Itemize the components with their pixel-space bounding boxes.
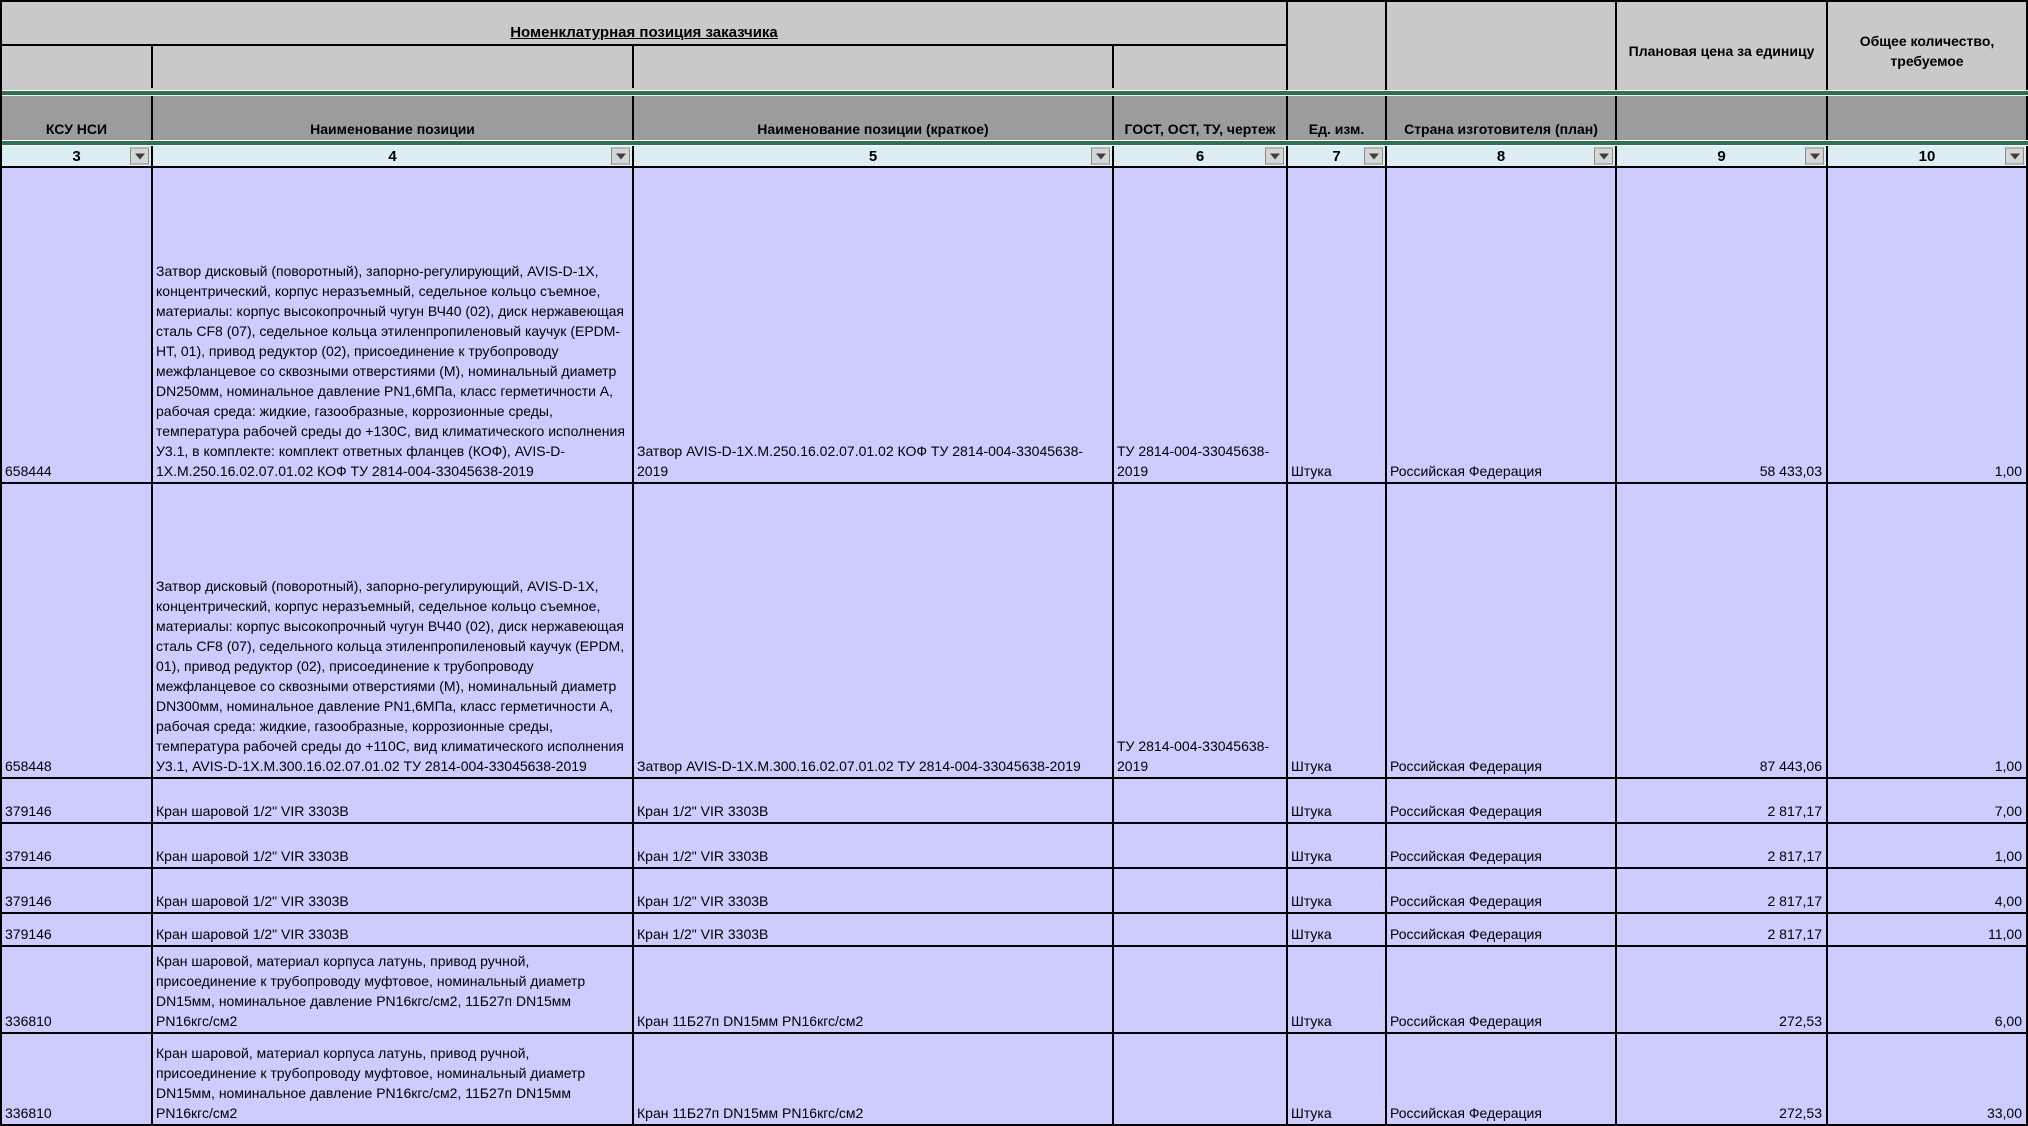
cell-name[interactable]: Кран шаровой 1/2" VIR 3303В <box>153 869 634 912</box>
column-number: 7 <box>1332 147 1341 165</box>
cell-gost[interactable] <box>1114 947 1288 1032</box>
filter-cell-9[interactable] <box>1617 146 1828 166</box>
empty-subheader-row <box>2 46 1286 88</box>
cell-quantity[interactable]: 11,00 <box>1828 914 2028 945</box>
cell-unit[interactable]: Штука <box>1288 168 1387 482</box>
cell-quantity[interactable]: 7,00 <box>1828 779 2028 822</box>
cell-country[interactable]: Российская Федерация <box>1387 914 1617 945</box>
column-number: 6 <box>1195 147 1205 165</box>
dropdown-arrow-icon <box>1369 153 1379 159</box>
cell-price[interactable]: 2 817,17 <box>1617 779 1828 822</box>
empty-cell[interactable] <box>1288 2 1387 90</box>
cell-ksu[interactable]: 658444 <box>2 168 153 482</box>
total-quantity-header[interactable]: Общее количество, требуемое <box>1828 2 2028 90</box>
dropdown-arrow-icon <box>1810 153 1820 159</box>
merged-title-block <box>2 2 1288 90</box>
column-header-price[interactable] <box>1617 96 1828 140</box>
filter-cell-5[interactable] <box>634 146 1114 166</box>
cell-name[interactable]: Затвор дисковый (поворотный), запорно-регулирующий, AVIS-D-1X, концентрический, корпус неразъемный, седельное кольцо съемное, материалы: корпус высокопрочный чугун ВЧ40 (02), диск нержавеющая сталь CF8 (07), седельного кольца этиленпропиленовый каучук (EPDM, 01), привод редуктор (02), присоединение к трубопроводу межфланцевое со сквозными отверстиями (М), номинальный диаметр DN300мм, номинальное давление PN1,6МПа, класс герметичности А, рабочая среда: жидкие, газообразные, коррозионные среды, температура рабочей среды до +110С, вид климатического исполнения У3.1, AVIS-D-1X.M.300.16.02.07.01.02 ТУ 2814-004-33045638-2019 <box>153 484 634 777</box>
cell-price[interactable]: 2 817,17 <box>1617 824 1828 867</box>
column-header-row <box>2 96 2028 140</box>
dropdown-arrow-icon <box>616 153 626 159</box>
top-header-area <box>2 2 2028 90</box>
cell-country[interactable]: Российская Федерация <box>1387 947 1617 1032</box>
cell-name[interactable]: Затвор дисковый (поворотный), запорно-регулирующий, AVIS-D-1X, концентрический, корпус неразъемный, седельное кольцо съемное, материалы: корпус высокопрочный чугун ВЧ40 (02), диск нержавеющая сталь CF8 (07), седельное кольца этиленпропиленовый каучук (EPDM-HT, 01), привод редуктор (02), присоединение к трубопроводу межфланцевое со сквозными отверстиями (М), номинальный диаметр DN250мм, номинальное давление PN1,6МПа, класс герметичности А, рабочая среда: жидкие, газообразные, коррозионные среды, температура рабочей среды до +130С, вид климатического исполнения У3.1, в комплекте: комплект ответных фланцев (КОФ), AVIS-D-1X.M.250.16.02.07.01.02 КОФ ТУ 2814-004-33045638-2019 <box>153 168 634 482</box>
table-row <box>2 947 2028 1034</box>
cell-name[interactable]: Кран шаровой, материал корпуса латунь, привод ручной, присоединение к трубопроводу муфтовое, номинальный диаметр DN15мм, номинальное давление PN16кгс/см2, 11Б27п DN15мм PN16кгс/см2 <box>153 1034 634 1124</box>
cell-price[interactable]: 272,53 <box>1617 1034 1828 1124</box>
filter-cell-7[interactable] <box>1288 146 1387 166</box>
cell-short-name[interactable]: Кран 11Б27п DN15мм PN16кгс/см2 <box>634 947 1114 1032</box>
dropdown-arrow-icon <box>1599 153 1609 159</box>
cell-short-name[interactable]: Кран 1/2" VIR 3303В <box>634 869 1114 912</box>
column-header-gost[interactable]: ГОСТ, ОСТ, ТУ, чертеж <box>1114 96 1288 140</box>
table-row <box>2 1034 2028 1126</box>
cell-short-name[interactable]: Кран 11Б27п DN15мм PN16кгс/см2 <box>634 1034 1114 1124</box>
filter-cell-4[interactable] <box>153 146 634 166</box>
cell-quantity[interactable]: 1,00 <box>1828 168 2028 482</box>
empty-cell[interactable] <box>634 46 1114 88</box>
cell-gost[interactable] <box>1114 869 1288 912</box>
customer-nomenclature-title: Номенклатурная позиция заказчика <box>510 24 778 41</box>
column-header-country[interactable]: Страна изготовителя (план) <box>1387 96 1617 140</box>
dropdown-arrow-icon <box>2010 153 2020 159</box>
column-header-name[interactable]: Наименование позиции <box>153 96 634 140</box>
autofilter-row <box>2 146 2028 168</box>
cell-quantity[interactable]: 1,00 <box>1828 484 2028 777</box>
column-header-ksu-nsi[interactable]: КСУ НСИ <box>2 96 153 140</box>
cell-ksu[interactable]: 379146 <box>2 914 153 945</box>
filter-dropdown-button[interactable] <box>611 148 630 165</box>
column-number: 5 <box>868 147 878 165</box>
cell-price[interactable]: 58 433,03 <box>1617 168 1828 482</box>
cell-unit[interactable]: Штука <box>1288 914 1387 945</box>
column-number: 3 <box>72 147 81 165</box>
cell-quantity[interactable]: 1,00 <box>1828 824 2028 867</box>
cell-short-name[interactable]: Кран 1/2" VIR 3303В <box>634 914 1114 945</box>
column-number: 9 <box>1717 147 1726 165</box>
cell-country[interactable]: Российская Федерация <box>1387 869 1617 912</box>
column-number: 4 <box>388 147 397 165</box>
cell-country[interactable]: Российская Федерация <box>1387 484 1617 777</box>
filter-cell-10[interactable] <box>1828 146 2028 166</box>
cell-unit[interactable]: Штука <box>1288 869 1387 912</box>
cell-name[interactable]: Кран шаровой 1/2" VIR 3303В <box>153 914 634 945</box>
cell-country[interactable]: Российская Федерация <box>1387 1034 1617 1124</box>
customer-nomenclature-title-cell[interactable] <box>2 2 1286 46</box>
cell-ksu[interactable]: 336810 <box>2 947 153 1032</box>
cell-quantity[interactable]: 33,00 <box>1828 1034 2028 1124</box>
filter-dropdown-button[interactable] <box>1594 148 1613 165</box>
cell-unit[interactable]: Штука <box>1288 1034 1387 1124</box>
price-per-unit-header[interactable]: Плановая цена за единицу <box>1617 2 1828 90</box>
table-row <box>2 484 2028 779</box>
column-number: 10 <box>1918 147 1936 165</box>
cell-gost[interactable] <box>1114 1034 1288 1124</box>
cell-country[interactable]: Российская Федерация <box>1387 168 1617 482</box>
cell-gost[interactable] <box>1114 779 1288 822</box>
filter-cell-3[interactable] <box>2 146 153 166</box>
cell-gost[interactable]: ТУ 2814-004-33045638-2019 <box>1114 484 1288 777</box>
cell-gost[interactable] <box>1114 824 1288 867</box>
filter-dropdown-button[interactable] <box>1091 148 1110 165</box>
cell-price[interactable]: 87 443,06 <box>1617 484 1828 777</box>
filter-cell-8[interactable] <box>1387 146 1617 166</box>
cell-name[interactable]: Кран шаровой 1/2" VIR 3303В <box>153 824 634 867</box>
cell-unit[interactable]: Штука <box>1288 779 1387 822</box>
cell-ksu[interactable]: 336810 <box>2 1034 153 1124</box>
cell-short-name[interactable]: Затвор AVIS-D-1X.M.250.16.02.07.01.02 КОФ ТУ 2814-004-33045638-2019 <box>634 168 1114 482</box>
cell-quantity[interactable]: 6,00 <box>1828 947 2028 1032</box>
cell-price[interactable]: 2 817,17 <box>1617 914 1828 945</box>
dropdown-arrow-icon <box>1270 153 1280 159</box>
dropdown-arrow-icon <box>1096 153 1106 159</box>
empty-cell[interactable] <box>1387 2 1617 90</box>
cell-name[interactable]: Кран шаровой, материал корпуса латунь, привод ручной, присоединение к трубопроводу муфтовое, номинальный диаметр DN15мм, номинальное давление PN16кгс/см2, 11Б27п DN15мм PN16кгс/см2 <box>153 947 634 1032</box>
filter-dropdown-button[interactable] <box>1805 148 1824 165</box>
table-row <box>2 869 2028 914</box>
filter-dropdown-button[interactable] <box>1364 148 1383 165</box>
cell-short-name[interactable]: Затвор AVIS-D-1X.M.300.16.02.07.01.02 ТУ 2814-004-33045638-2019 <box>634 484 1114 777</box>
cell-unit[interactable]: Штука <box>1288 824 1387 867</box>
table-row <box>2 779 2028 824</box>
filter-cell-6[interactable] <box>1114 146 1288 166</box>
cell-ksu[interactable]: 379146 <box>2 824 153 867</box>
cell-ksu[interactable]: 379146 <box>2 779 153 822</box>
column-header-unit[interactable]: Ед. изм. <box>1288 96 1387 140</box>
table-row <box>2 168 2028 484</box>
cell-gost[interactable]: ТУ 2814-004-33045638-2019 <box>1114 168 1288 482</box>
filter-dropdown-button[interactable] <box>130 148 149 165</box>
cell-unit[interactable]: Штука <box>1288 484 1387 777</box>
cell-country[interactable]: Российская Федерация <box>1387 779 1617 822</box>
cell-country[interactable]: Российская Федерация <box>1387 824 1617 867</box>
cell-ksu[interactable]: 379146 <box>2 869 153 912</box>
column-header-short-name[interactable]: Наименование позиции (краткое) <box>634 96 1114 140</box>
cell-price[interactable]: 2 817,17 <box>1617 869 1828 912</box>
cell-short-name[interactable]: Кран 1/2" VIR 3303В <box>634 779 1114 822</box>
cell-ksu[interactable]: 658448 <box>2 484 153 777</box>
filter-dropdown-button[interactable] <box>2005 148 2024 165</box>
cell-gost[interactable] <box>1114 914 1288 945</box>
cell-short-name[interactable]: Кран 1/2" VIR 3303В <box>634 824 1114 867</box>
column-header-quantity[interactable] <box>1828 96 2028 140</box>
table-row <box>2 914 2028 947</box>
filter-dropdown-button[interactable] <box>1265 148 1284 165</box>
empty-cell[interactable] <box>2 46 153 88</box>
cell-unit[interactable]: Штука <box>1288 947 1387 1032</box>
cell-name[interactable]: Кран шаровой 1/2" VIR 3303В <box>153 779 634 822</box>
empty-cell[interactable] <box>153 46 634 88</box>
dropdown-arrow-icon <box>135 153 145 159</box>
column-number: 8 <box>1496 147 1506 165</box>
table-row <box>2 824 2028 869</box>
empty-cell[interactable] <box>1114 46 1286 88</box>
cell-price[interactable]: 272,53 <box>1617 947 1828 1032</box>
cell-quantity[interactable]: 4,00 <box>1828 869 2028 912</box>
